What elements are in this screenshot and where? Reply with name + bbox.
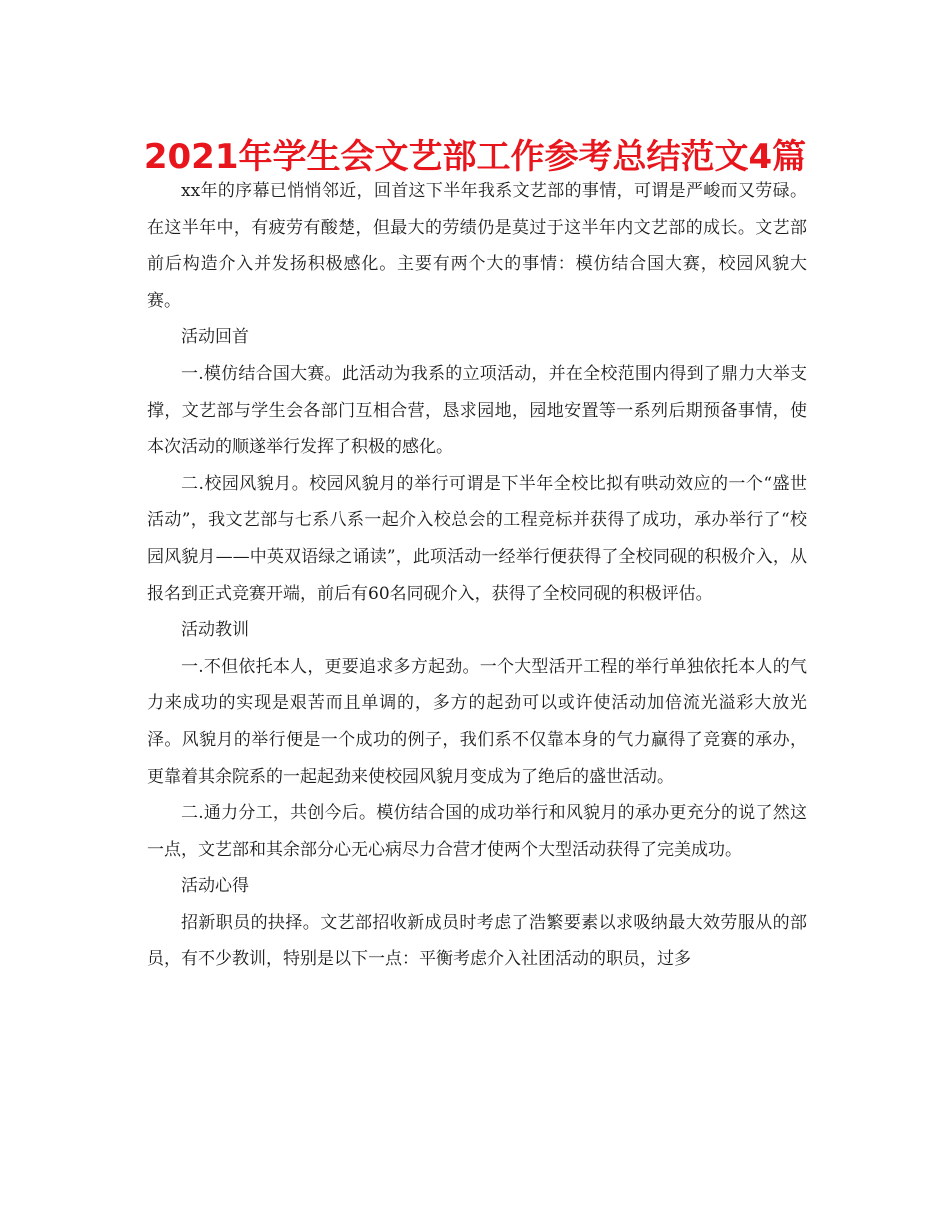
document-title: 2021年学生会文艺部工作参考总结范文4篇 — [143, 137, 807, 177]
section-heading: 活动心得 — [181, 876, 249, 897]
paragraph: xx年的序幕已悄悄邻近，回首这下半年我系文艺部的事情，可谓是严峻而又劳碌。在这半年中，有疲劳有酸楚，但最大的劳绩仍是莫过于这半年内文艺部的成长。文艺部前后构造介入并发扬积极感化。主要有两个大的事情：模仿结合国大赛，校园风貌大赛。 — [147, 181, 807, 311]
paragraph: 一.模仿结合国大赛。此活动为我系的立项活动，并在全校范围内得到了鼎力大举支撑，文艺部与学生会各部门互相合营，恳求园地，园地安置等一系列后期预备事情，使本次活动的顺遂举行发挥了积极的感化。 — [147, 363, 807, 458]
paragraph: 一.不但依托本人，更要追求多方起劲。一个大型活开工程的举行单独依托本人的气力来成功的实现是艰苦而且单调的，多方的起劲可以或许使活动加倍流光溢彩大放光泽。风貌月的举行便是一个成功的例子，我们系不仅靠本身的气力赢得了竞赛的承办，更靠着其余院系的一起起劲来使校园风貌月变成为了绝后的盛世活动。 — [147, 656, 807, 787]
paragraph: 招新职员的抉择。文艺部招收新成员时考虑了浩繁要素以求吸纳最大效劳服从的部员，有不少教训，特别是以下一点：平衡考虑介入社团活动的职员，过多 — [147, 912, 807, 970]
paragraph: 二.校园风貌月。校园风貌月的举行可谓是下半年全校比拟有哄动效应的一个“盛世活动”，我文艺部与七系八系一起介入校总会的工程竞标并获得了成功，承办举行了“校园风貌月——中英双语绿之诵读”，此项活动一经举行便获得了全校同砚的积极介入，从报名到正式竞赛开端，前后有60名同砚介入，获得了全校同砚的积极评估。 — [147, 473, 807, 604]
section-heading: 活动教训 — [181, 620, 249, 641]
section-heading: 活动回首 — [181, 327, 249, 348]
paragraph: 二.通力分工，共创今后。模仿结合国的成功举行和风貌月的承办更充分的说了然这一点，文艺部和其余部分心无心病尽力合营才使两个大型活动获得了完美成功。 — [147, 803, 807, 860]
document-body — [147, 173, 807, 978]
